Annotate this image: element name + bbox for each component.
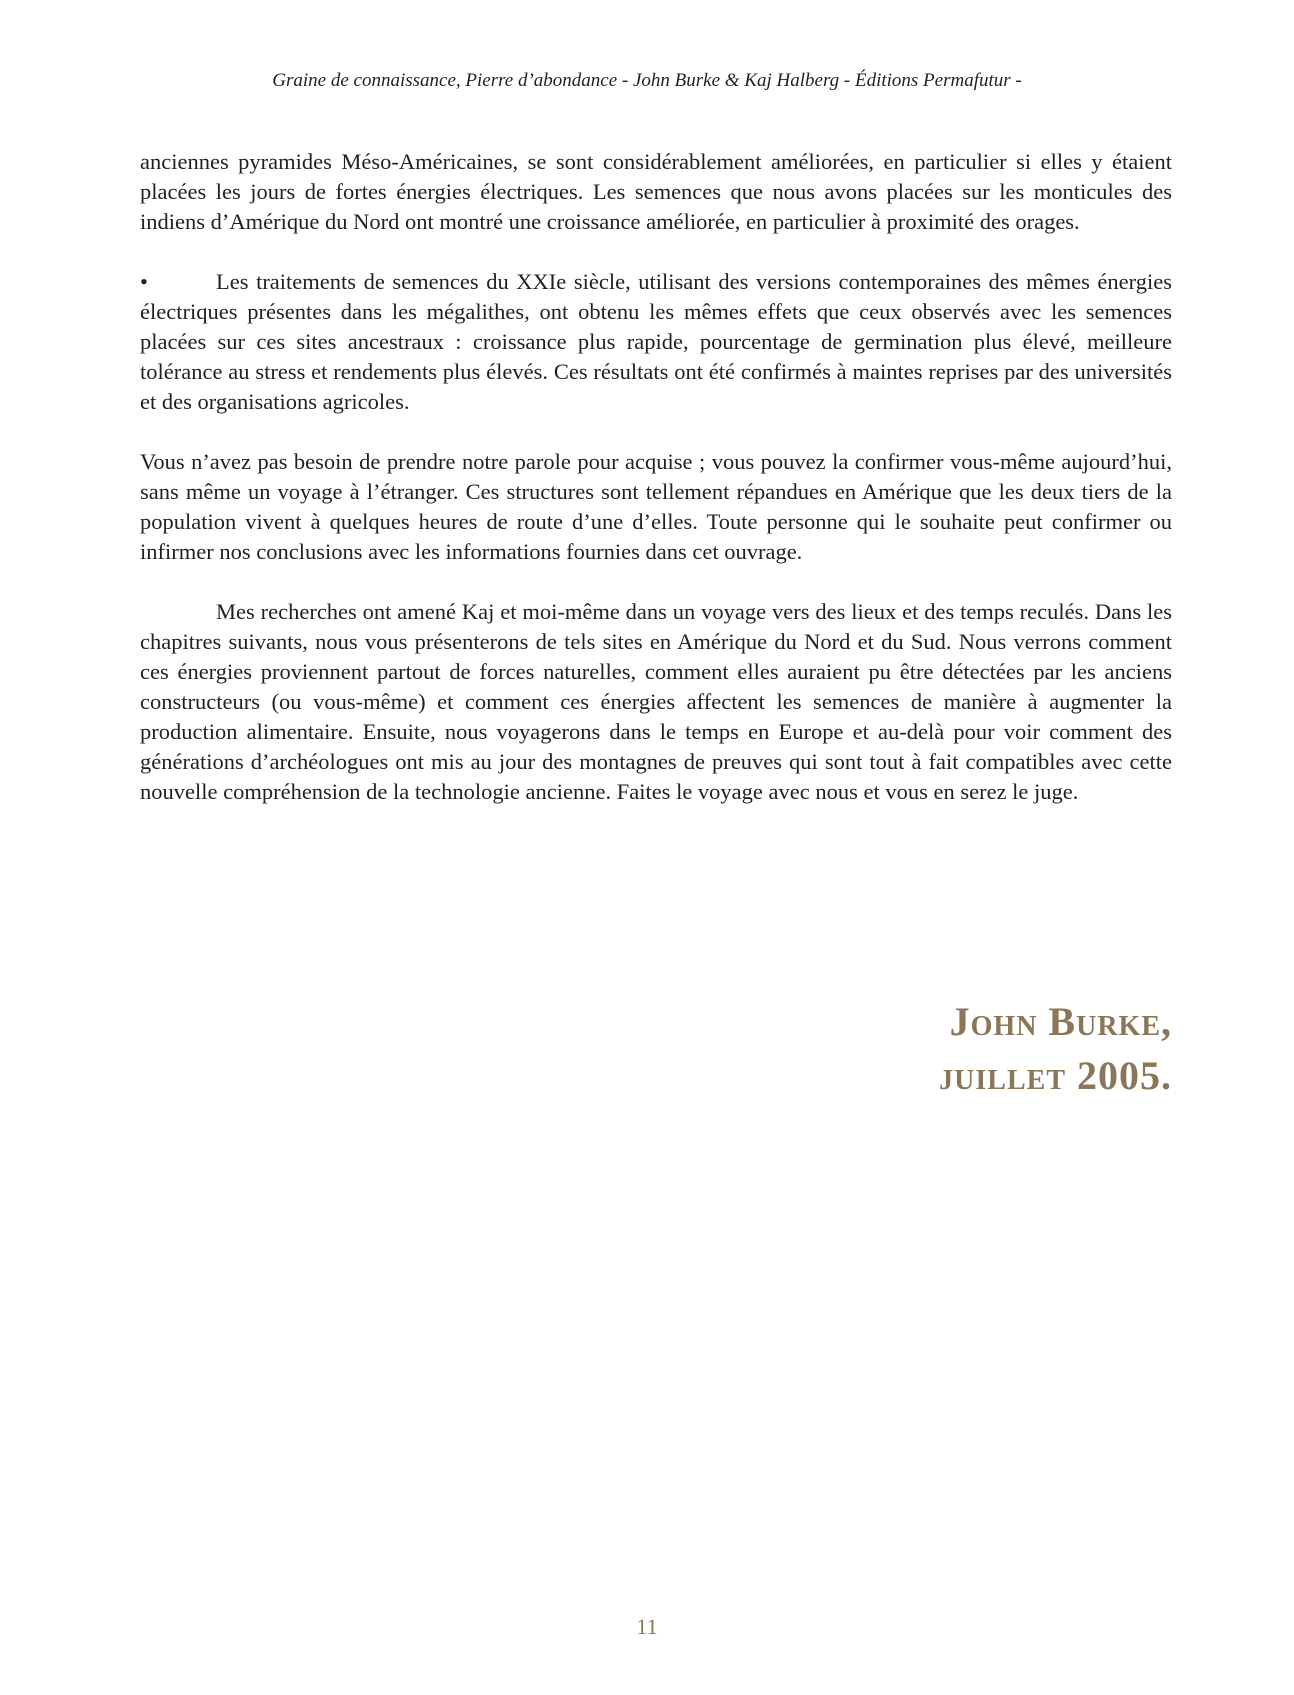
page-number: 11 xyxy=(636,1614,658,1639)
body-text xyxy=(140,147,1172,837)
paragraph-confirmation: Vous n’avez pas besoin de prendre notre parole pour acquise ; vous pouvez la confirmer vous-même aujourd’hui, sans même un voyage à l’étranger. Ces structures sont tellement répandues en Amérique que les deux tiers de la population vivent à quelques heures de route d’une d’elles. Toute personne qui le souhaite peut confirmer ou infirmer nos conclusions avec les informations fournies dans cet ouvrage. xyxy=(140,449,1172,564)
header-trailing-dash: - xyxy=(1010,70,1022,91)
paragraph-research: Mes recherches ont amené Kaj et moi-même dans un voyage vers des lieux et des temps reculés. Dans les chapitres suivants, nous vous présenterons de tels sites en Amérique du Nord et du Sud. Nous verrons comment ces énergies proviennent partout de forces naturelles, comment elles auraient pu être détectées par les anciens constructeurs (ou vous-même) et comment ces énergies affectent les semences de manière à augmenter la production alimentaire. Ensuite, nous voyagerons dans le temps en Europe et au-delà pour voir comment des générations d’archéologues ont mis au jour des montagnes de preuves qui sont tout à fait compatibles avec cette nouvelle compréhension de la technologie ancienne. Faites le voyage avec nous et vous en serez le juge. xyxy=(140,599,1172,804)
running-header xyxy=(0,70,1294,92)
header-separator-1: - xyxy=(617,70,633,91)
signature-name: John Burke, xyxy=(949,999,1172,1044)
bullet-paragraph xyxy=(140,267,1172,417)
header-separator-2: - xyxy=(839,70,855,91)
bullet-paragraph-text: Les traitements de semences du XXIe siècle, utilisant des versions contemporaines des mêmes énergies électriques présentes dans les mégalithes, ont obtenu les mêmes effets que ceux observés avec les semences placées sur ces sites ancestraux : croissance plus rapide, pourcentage de germination plus élevé, meilleure tolérance au stress et rendements plus élevés. Ces résultats ont été confirmés à maintes reprises par des universités et des organisations agricoles. xyxy=(140,269,1172,414)
header-book-title: Graine de connaissance, Pierre d’abondance xyxy=(272,70,618,91)
header-publisher: Éditions Permafutur xyxy=(854,70,1011,91)
header-authors: John Burke & Kaj Halberg xyxy=(632,70,840,91)
signature-date: juillet 2005. xyxy=(939,1053,1172,1098)
signature xyxy=(939,995,1172,1103)
bullet-icon: • xyxy=(140,269,148,294)
paragraph-continuation: anciennes pyramides Méso-Américaines, se sont considérablement améliorées, en particulier si elles y étaient placées les jours de fortes énergies électriques. Les semences que nous avons placées sur les monticules des indiens d’Amérique du Nord ont montré une croissance améliorée, en particulier à proximité des orages. xyxy=(140,149,1172,234)
